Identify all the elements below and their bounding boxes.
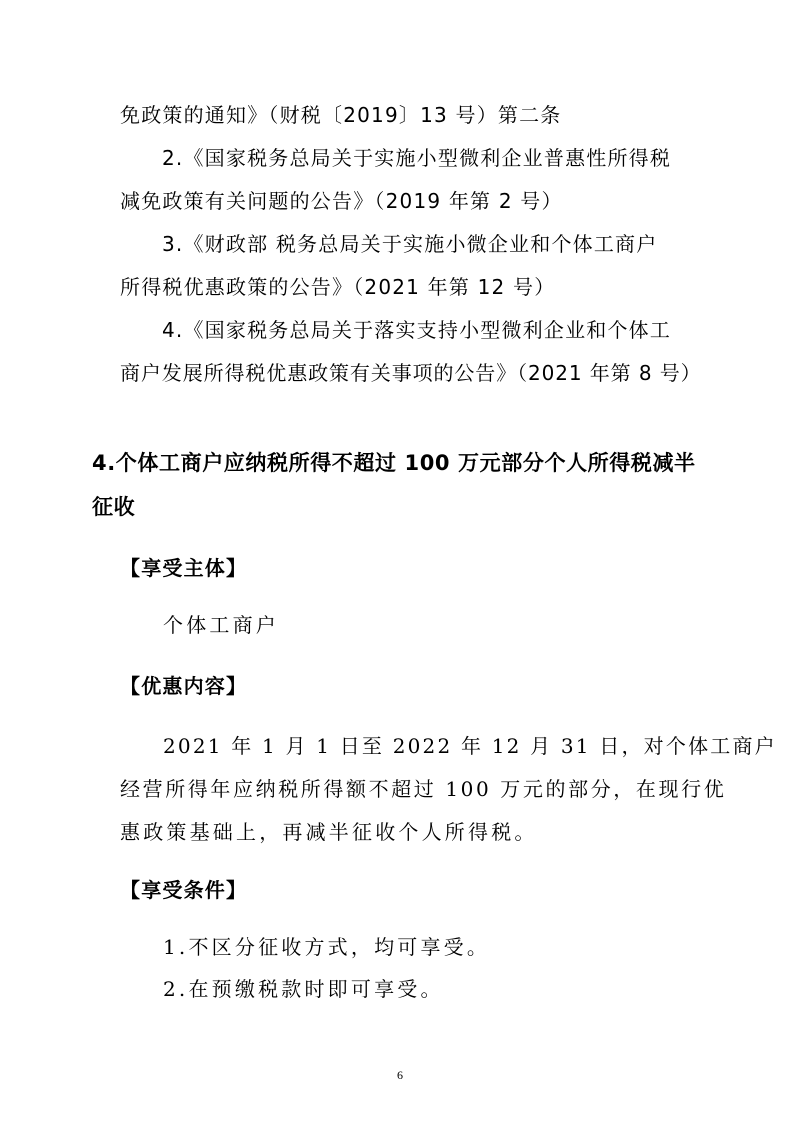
condition-item-2: 2.在预缴税款时即可享受。 — [163, 977, 444, 1001]
subject-text: 个体工商户 — [163, 613, 279, 637]
reference-item1-continuation: 免政策的通知》（财税〔2019〕13 号）第二条 — [120, 103, 562, 127]
subject-heading: 【享受主体】 — [120, 556, 248, 580]
benefit-line2: 经营所得年应纳税所得额不超过 100 万元的部分，在现行优 — [120, 777, 727, 801]
reference-item2-line1: 2.《国家税务总局关于实施小型微利企业普惠性所得税 — [162, 146, 672, 170]
benefit-line3: 惠政策基础上，再减半征收个人所得税。 — [120, 820, 538, 844]
section-title-line2: 征收 — [92, 495, 136, 519]
reference-item2-line2: 减免政策有关问题的公告》（2019 年第 2 号） — [120, 189, 563, 213]
reference-item4-line2: 商户发展所得税优惠政策有关事项的公告》（2021 年第 8 号） — [120, 361, 702, 385]
page-number: 6 — [397, 1068, 403, 1082]
benefit-heading: 【优惠内容】 — [120, 674, 248, 698]
reference-item3-line1: 3.《财政部 税务总局关于实施小微企业和个体工商户 — [162, 232, 658, 256]
reference-item4-line1: 4.《国家税务总局关于落实支持小型微利企业和个体工 — [162, 318, 672, 342]
condition-item-1: 1.不区分征收方式，均可享受。 — [163, 935, 491, 959]
reference-item3-line2: 所得税优惠政策的公告》（2021 年第 12 号） — [120, 275, 556, 299]
conditions-heading: 【享受条件】 — [120, 878, 248, 902]
benefit-line1: 2021 年 1 月 1 日至 2022 年 12 月 31 日，对个体工商户 — [163, 734, 777, 758]
section-title-line1: 4.个体工商户应纳税所得不超过 100 万元部分个人所得税减半 — [92, 451, 696, 475]
